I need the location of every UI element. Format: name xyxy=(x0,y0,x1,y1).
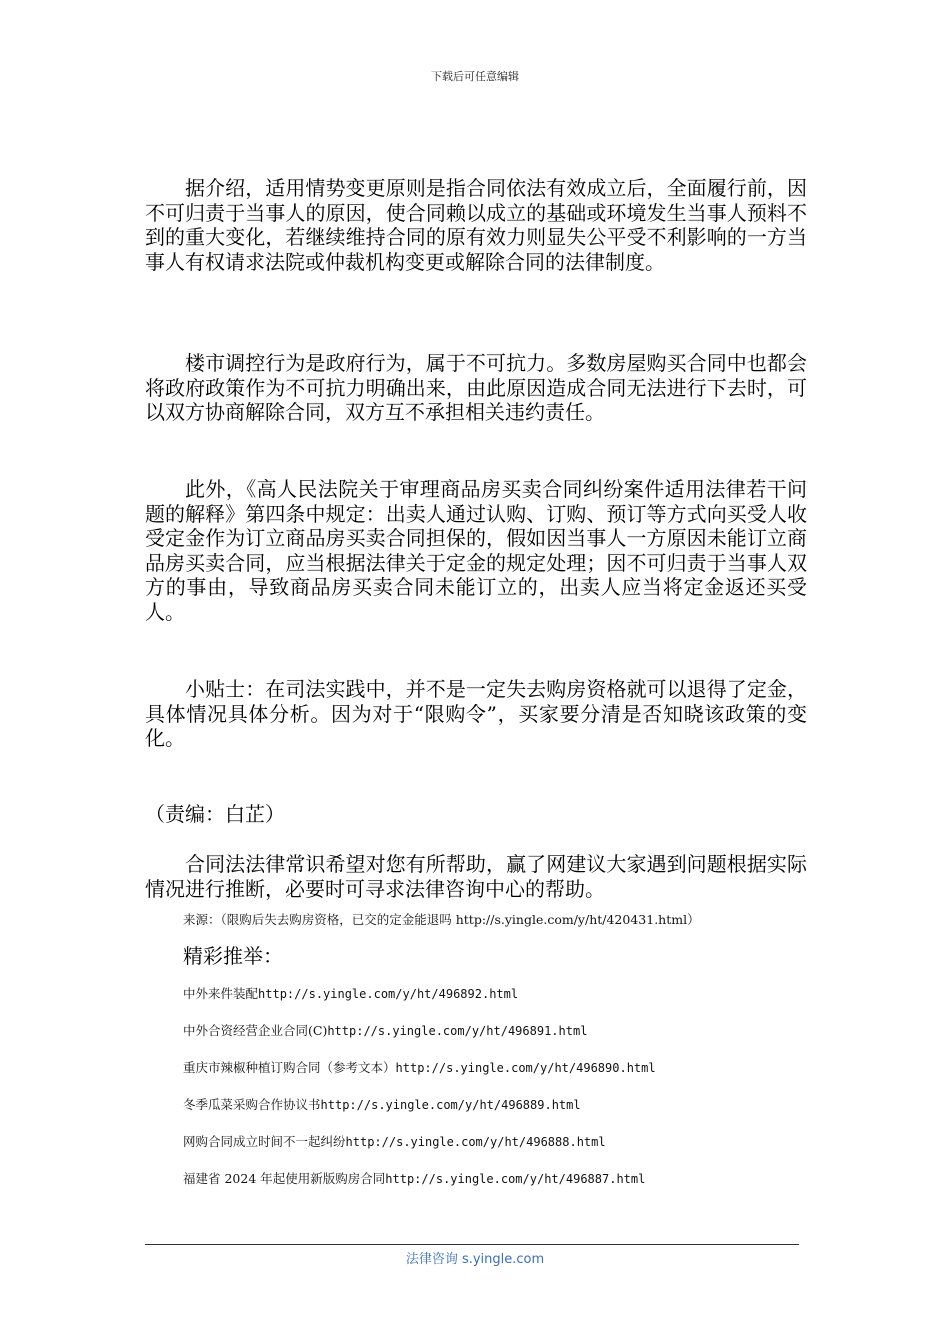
paragraph-force-majeure: 楼市调控行为是政府行为，属于不可抗力。多数房屋购买合同中也都会将政府政策作为不可抗力明确出来，由此原因造成合同无法进行下去时，可以双方协商解除合同，双方互不承担相关违约责任。 xyxy=(145,351,807,424)
recommend-item-title: 网购合同成立时间不一起纠纷 xyxy=(183,1134,346,1149)
recommend-title: 精彩推举： xyxy=(183,944,283,968)
recommend-item[interactable] xyxy=(183,1096,656,1133)
recommend-item-title: 冬季瓜菜采购合作协议书 xyxy=(183,1097,321,1112)
paragraph-judicial-interpretation: 此外，《高人民法院关于审理商品房买卖合同纠纷案件适用法律若干问题的解释》第四条中规定：出卖人通过认购、订购、预订等方式向买受人收受定金作为订立商品房买卖合同担保的，假如因当事人一方原因未能订立商品房买卖合同，应当根据法律关于定金的规定处理；因不可归责于当事人双方的事由，导致商品房买卖合同未能订立的，出卖人应当将定金返还买受人。 xyxy=(145,477,807,624)
recommend-item-title: 中外来件装配 xyxy=(183,986,259,1001)
footer-link[interactable]: 法律咨询 s.yingle.com xyxy=(405,1252,545,1267)
recommend-item-url[interactable]: http://s.yingle.com/y/ht/496890.html xyxy=(395,1061,656,1075)
source-link[interactable]: 来源：（限购后失去购房资格，已交的定金能退吗 http://s.yingle.com/y/ht/420431.html） xyxy=(183,912,700,927)
recommend-item[interactable] xyxy=(183,1170,656,1207)
page-header: 下载后可任意编辑 xyxy=(431,70,519,83)
recommend-item-title: 福建省 2024 年起使用新版购房合同 xyxy=(183,1171,386,1186)
recommend-item[interactable] xyxy=(183,1022,656,1059)
editor-note: （责编：白芷） xyxy=(145,802,285,826)
recommend-item-title: 中外合资经营企业合同(C) xyxy=(183,1023,328,1038)
recommend-item-url[interactable]: http://s.yingle.com/y/ht/496891.html xyxy=(327,1024,588,1038)
recommend-item[interactable] xyxy=(183,1059,656,1096)
footer-divider xyxy=(145,1244,799,1245)
recommend-item-title: 重庆市辣椒种植订购合同（参考文本） xyxy=(183,1060,396,1075)
closing-paragraph: 合同法法律常识希望对您有所帮助，赢了网建议大家遇到问题根据实际情况进行推断，必要时可寻求法律咨询中心的帮助。 xyxy=(145,852,807,901)
recommend-item-url[interactable]: http://s.yingle.com/y/ht/496892.html xyxy=(258,987,519,1001)
recommend-item-url[interactable]: http://s.yingle.com/y/ht/496888.html xyxy=(345,1135,606,1149)
paragraph-situation-change: 据介绍，适用情势变更原则是指合同依法有效成立后，全面履行前，因不可归责于当事人的原因，使合同赖以成立的基础或环境发生当事人预料不到的重大变化，若继续维持合同的原有效力则显失公平受不利影响的一方当事人有权请求法院或仲裁机构变更或解除合同的法律制度。 xyxy=(145,176,807,274)
recommend-item[interactable] xyxy=(183,1133,656,1170)
paragraph-tip: 小贴士：在司法实践中，并不是一定失去购房资格就可以退得了定金，具体情况具体分析。因为对于“限购令”，买家要分清是否知晓该政策的变化。 xyxy=(145,677,807,750)
recommend-item-url[interactable]: http://s.yingle.com/y/ht/496887.html xyxy=(385,1172,646,1186)
recommend-list xyxy=(183,985,656,1207)
recommend-item[interactable] xyxy=(183,985,656,1022)
recommend-item-url[interactable]: http://s.yingle.com/y/ht/496889.html xyxy=(320,1098,581,1112)
